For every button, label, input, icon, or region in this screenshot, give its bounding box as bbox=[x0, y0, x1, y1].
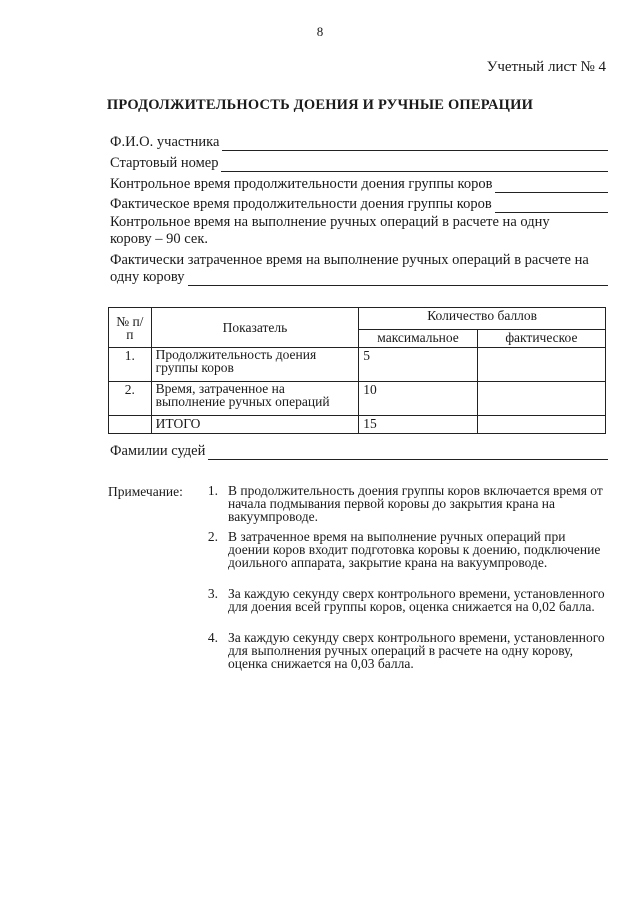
note-number: 4. bbox=[207, 630, 218, 645]
col-header-max: максимальное bbox=[359, 330, 478, 348]
judges-line bbox=[208, 445, 608, 460]
note-text: За каждую секунду сверх контрольного времени, установленного для доения всей группы коров, оценка снижается на 0,02 балла. bbox=[228, 586, 605, 614]
row-num: 1. bbox=[109, 348, 152, 382]
note-text: В продолжительность доения группы коров включается время от начала подмывания первой коровы до закрытия крана на вакуумпроводе. bbox=[228, 483, 603, 524]
scores-table bbox=[108, 307, 606, 434]
col-header-points: Количество баллов bbox=[359, 308, 606, 330]
start-number-label: Стартовый номер bbox=[110, 155, 219, 171]
row-num: 2. bbox=[109, 382, 152, 416]
judges-field bbox=[110, 443, 608, 460]
row-actual bbox=[477, 416, 605, 434]
table-row bbox=[109, 382, 606, 416]
row-max: 10 bbox=[359, 382, 478, 416]
row-max: 5 bbox=[359, 348, 478, 382]
actual-milking-time-label: Фактическое время продолжительности доения группы коров bbox=[110, 196, 492, 212]
table-row-total bbox=[109, 416, 606, 434]
col-header-num: № п/п bbox=[109, 308, 152, 348]
control-manual-time-line1: Контрольное время на выполнение ручных операций в расчете на одну bbox=[110, 214, 550, 230]
row-max: 15 bbox=[359, 416, 478, 434]
start-number-line bbox=[221, 157, 608, 172]
actual-manual-time-text bbox=[110, 252, 608, 286]
col-header-actual: фактическое bbox=[477, 330, 605, 348]
note-text: В затраченное время на выполнение ручных операций при доении коров входит подготовка коровы к доению, подключение доильного аппарата, закрытие крана на вакуумпроводе. bbox=[228, 529, 601, 570]
control-manual-time-text bbox=[110, 214, 608, 248]
row-actual bbox=[477, 382, 605, 416]
actual-manual-time-row bbox=[110, 269, 608, 286]
control-milking-time-line bbox=[495, 178, 608, 193]
actual-manual-time-line2: одну корову bbox=[110, 269, 185, 285]
note-number: 2. bbox=[207, 529, 218, 544]
judges-label: Фамилии судей bbox=[110, 443, 206, 459]
note-text: За каждую секунду сверх контрольного времени, установленного для выполнения ручных операций в расчете на одну корову, оценка снижается на 0,03 балла. bbox=[228, 630, 605, 671]
row-actual bbox=[477, 348, 605, 382]
participant-name-label: Ф.И.О. участника bbox=[110, 134, 220, 150]
actual-milking-time-line bbox=[495, 198, 608, 213]
control-milking-time-field bbox=[110, 176, 608, 193]
control-manual-time-line2: корову – 90 сек. bbox=[110, 231, 209, 247]
control-milking-time-label: Контрольное время продолжительности доения группы коров bbox=[110, 176, 493, 192]
row-indicator: ИТОГО bbox=[151, 416, 359, 434]
note-number: 1. bbox=[207, 483, 218, 498]
document-title: ПРОДОЛЖИТЕЛЬНОСТЬ ДОЕНИЯ И РУЧНЫЕ ОПЕРАЦИИ bbox=[106, 97, 534, 113]
start-number-field bbox=[110, 155, 608, 172]
actual-manual-time-line1: Фактически затраченное время на выполнение ручных операций в расчете на bbox=[110, 252, 589, 268]
row-indicator: Время, затраченное на выполнение ручных операций bbox=[151, 382, 359, 416]
participant-name-line bbox=[222, 136, 608, 151]
actual-milking-time-field bbox=[110, 196, 608, 213]
sheet-label: Учетный лист № 4 bbox=[486, 59, 606, 75]
note-number: 3. bbox=[207, 586, 218, 601]
participant-name-field bbox=[110, 134, 608, 151]
row-num bbox=[109, 416, 152, 434]
page-number: 8 bbox=[316, 24, 324, 39]
actual-manual-time-underline bbox=[188, 271, 608, 286]
table-row bbox=[109, 348, 606, 382]
col-header-indicator: Показатель bbox=[151, 308, 359, 348]
row-indicator: Продолжительность доения группы коров bbox=[151, 348, 359, 382]
notes-label: Примечание: bbox=[108, 484, 183, 499]
